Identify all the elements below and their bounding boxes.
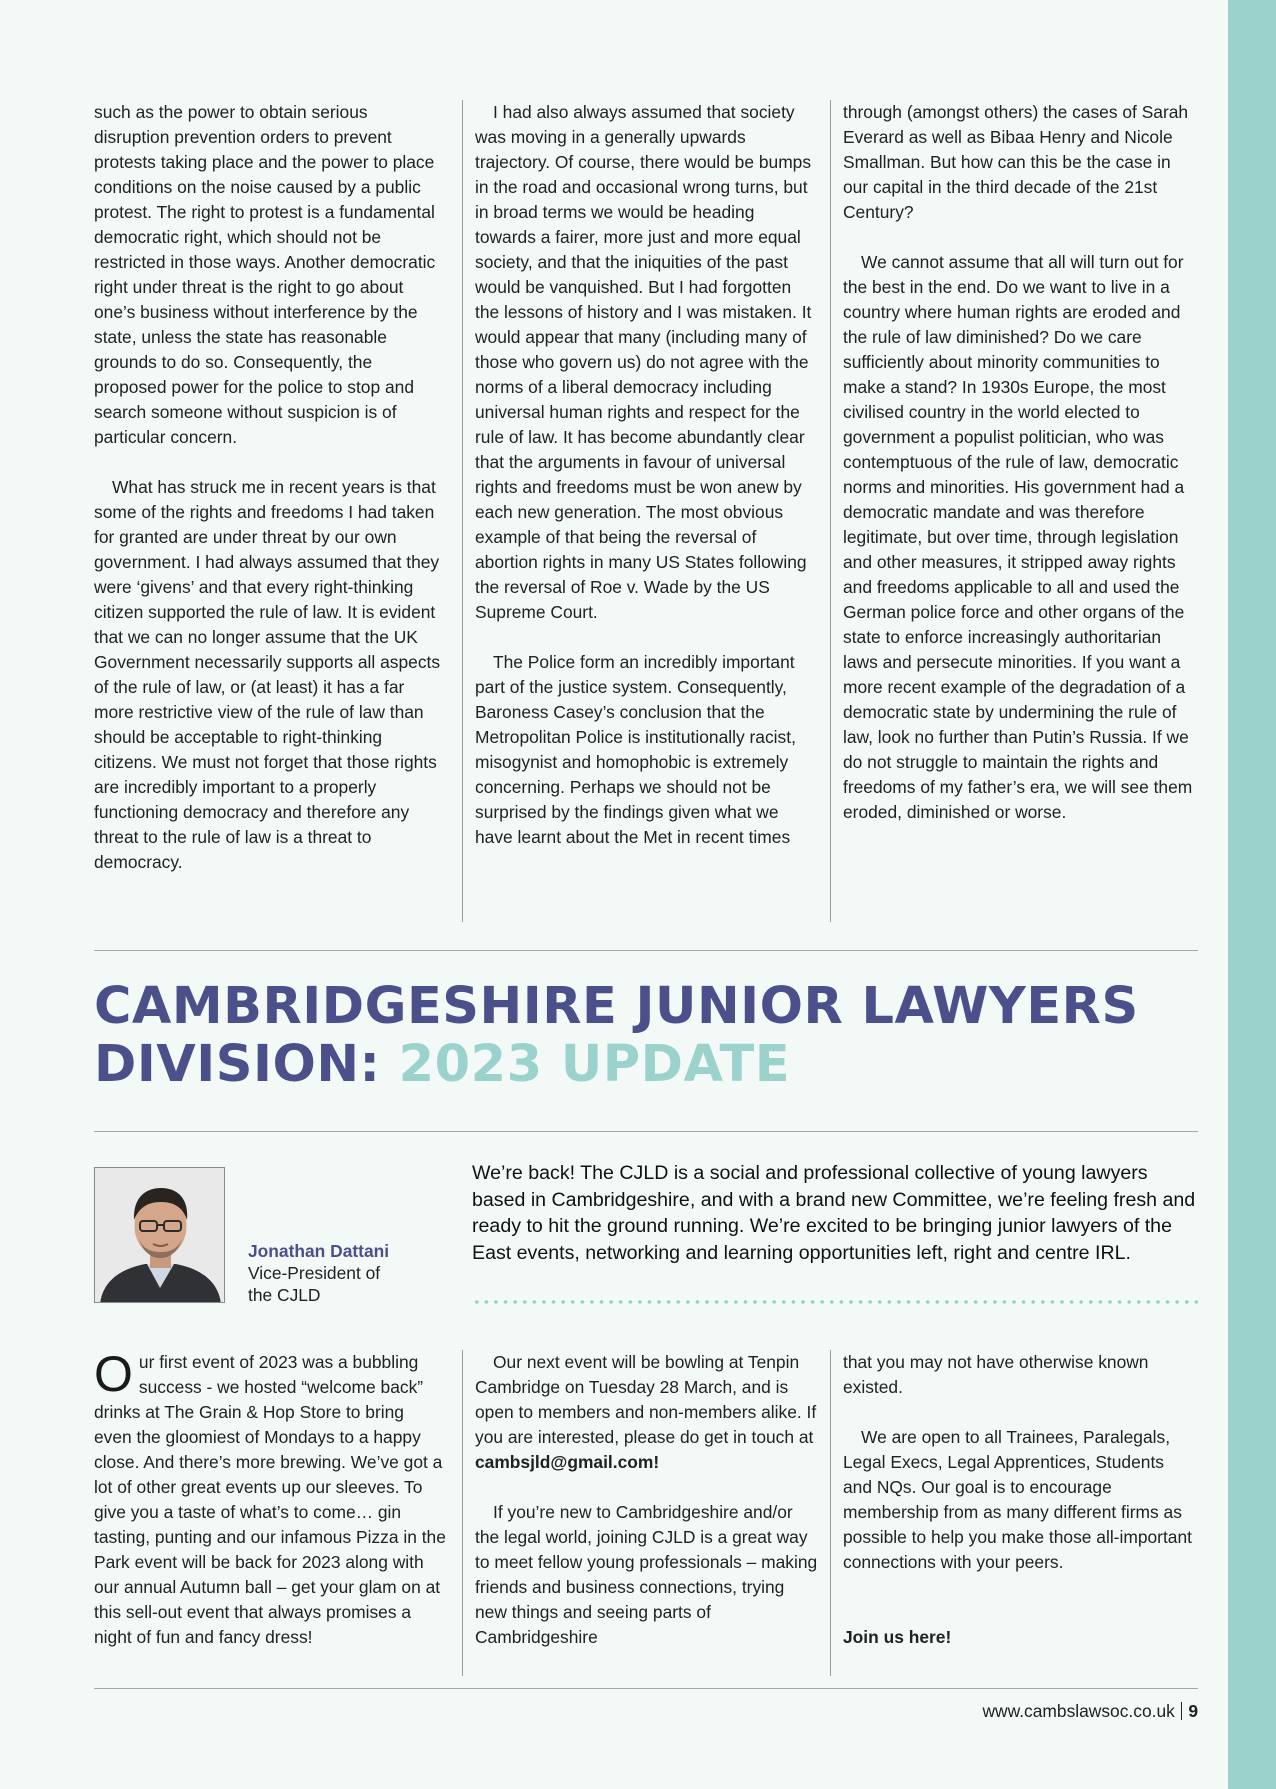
article-continuation <box>94 100 1198 922</box>
headline-line-1: CAMBRIDGESHIRE JUNIOR LAWYERS <box>94 977 1139 1036</box>
footer-separator <box>1181 1702 1183 1720</box>
divider <box>94 950 1198 951</box>
paragraph-text: Our next event will be bowling at Tenpin Cambridge on Tuesday 28 March, and is open to members and non-members alike. If you are interested, please do get in touch at <box>475 1352 817 1447</box>
footer-url[interactable]: www.cambslawsoc.co.uk <box>982 1701 1175 1721</box>
dotted-divider <box>472 1299 1198 1305</box>
paragraph <box>475 1350 818 1475</box>
divider <box>94 1688 1198 1689</box>
article-column-3 <box>830 1350 1198 1676</box>
paragraph: through (amongst others) the cases of Sarah Everard as well as Bibaa Henry and Nicole Smallman. But how can this be the case in our capital in the third decade of the 21st Century? <box>843 102 1189 222</box>
paragraph: If you’re new to Cambridgeshire and/or the legal world, joining CJLD is a great way to meet fellow young professionals – making friends and business connections, trying new things and seeing parts of Cambridgeshire <box>475 1502 818 1647</box>
paragraph: The Police form an incredibly important part of the justice system. Consequently, Baroness Casey’s conclusion that the Metropolitan Police is institutionally racist, misogynist and homophobic is extremely concerning. Perhaps we should not be surprised by the findings given what we have learnt about the Met in recent times <box>475 652 796 847</box>
section-headline <box>94 978 1198 1094</box>
paragraph-text: ur first event of 2023 was a bubbling success - we hosted “welcome back” drinks at The Grain & Hop Store to bring even the gloomiest of Mondays to a happy close. And there’s more brewing. We’ve got a lot of other great events up our sleeves. To give you a taste of what’s to come… gin tasting, punting and our infamous Pizza in the Park event will be back for 2023 along with our annual Autumn ball – get your glam on at this sell-out event that always promises a night of fun and fancy dress! <box>94 1352 446 1647</box>
article-column-2 <box>462 1350 830 1676</box>
drop-cap: O <box>94 1346 133 1402</box>
email-link[interactable]: cambsjld@gmail.com! <box>475 1452 660 1472</box>
author-role-line-1: Vice-President of <box>248 1263 381 1283</box>
cjld-article <box>94 1346 1198 1676</box>
author-role-line-2: the CJLD <box>248 1285 321 1305</box>
article-column-1 <box>94 1346 462 1676</box>
author-name: Jonathan Dattani <box>248 1241 390 1261</box>
person-portrait-icon <box>95 1168 225 1303</box>
paragraph: such as the power to obtain serious disruption prevention orders to prevent protests taking place and the power to place conditions on the noise caused by a public protest. The right to protest is a fundamental democratic right, which should not be restricted in those ways. Another democratic right under threat is the right to go about one’s business without interference by the state, unless the state has reasonable grounds to do so. Consequently, the proposed power for the police to stop and search someone without suspicion is of particular concern. <box>94 102 436 447</box>
side-color-strip <box>1228 0 1276 1789</box>
magazine-page <box>94 0 1198 1789</box>
paragraph: I had also always assumed that society was moving in a generally upwards trajectory. Of course, there would be bumps in the road and occasional wrong turns, but in broad terms we would be heading towards a fairer, more just and more equal society, and that the iniquities of the past would be vanquished. But I had forgotten the lessons of history and I was mistaken. It would appear that many (including many of those who govern us) do not agree with the norms of a liberal democracy including universal human rights and respect for the rule of law. It has become abundantly clear that the arguments in favour of universal rights and freedoms must be won anew by each new generation. The most obvious example of that being the reversal of abortion rights in many US States following the reversal of Roe v. Wade by the US Supreme Court. <box>475 102 812 622</box>
paragraph <box>94 1346 446 1650</box>
article-column-3 <box>830 100 1198 922</box>
article-column-2 <box>462 100 830 922</box>
paragraph: What has struck me in recent years is that some of the rights and freedoms I had taken for granted are under threat by our own government. I had always assumed that they were ‘givens’ and that every right-thinking citizen supported the rule of law. It is evident that we can no longer assume that the UK Government necessarily supports all aspects of the rule of law, or (at least) it has a far more restrictive view of the rule of law than should be acceptable to right-thinking citizens. We must not forget that those rights are incredibly important to a properly functioning democracy and therefore any threat to the rule of law is a threat to democracy. <box>94 477 441 872</box>
article-column-1 <box>94 100 462 922</box>
paragraph: We are open to all Trainees, Paralegals, Legal Execs, Legal Apprentices, Students and NQs. Our goal is to encourage membership from as many different firms as possible to help you make those all-important connections with your peers. <box>843 1427 1192 1572</box>
page-number: 9 <box>1188 1701 1198 1721</box>
author-photo <box>94 1167 225 1303</box>
join-link[interactable]: Join us here! <box>843 1627 952 1647</box>
intro-paragraph: We’re back! The CJLD is a social and professional collective of young lawyers based in Cambridgeshire, and with a brand new Committee, we’re feeling fresh and ready to hit the ground running. We’re excited to be bringing junior lawyers of the East events, networking and learning opportunities left, right and centre IRL. <box>472 1162 1196 1264</box>
author-byline <box>248 1240 468 1306</box>
headline-line-2-accent: 2023 UPDATE <box>398 1035 791 1094</box>
divider <box>94 1131 1198 1132</box>
headline-line-2-prefix: DIVISION: <box>94 1035 399 1094</box>
paragraph: that you may not have otherwise known existed. <box>843 1352 1149 1397</box>
page-footer <box>94 1700 1198 1722</box>
paragraph: We cannot assume that all will turn out for the best in the end. Do we want to live in a country where human rights are eroded and the rule of law diminished? Do we care sufficiently about minority communities to make a stand? In 1930s Europe, the most civilised country in the world elected to government a populist politician, who was contemptuous of the rule of law, democratic norms and minorities. His government had a democratic mandate and was therefore legitimate, but over time, through legislation and other measures, it stripped away rights and freedoms applicable to all and used the German police force and other organs of the state to enforce increasingly authoritarian laws and persecute minorities. If you want a more recent example of the degradation of a democratic state by undermining the rule of law, look no further than Putin’s Russia. If we do not struggle to maintain the rights and freedoms of my father’s era, we will see them eroded, diminished or worse. <box>843 252 1193 822</box>
